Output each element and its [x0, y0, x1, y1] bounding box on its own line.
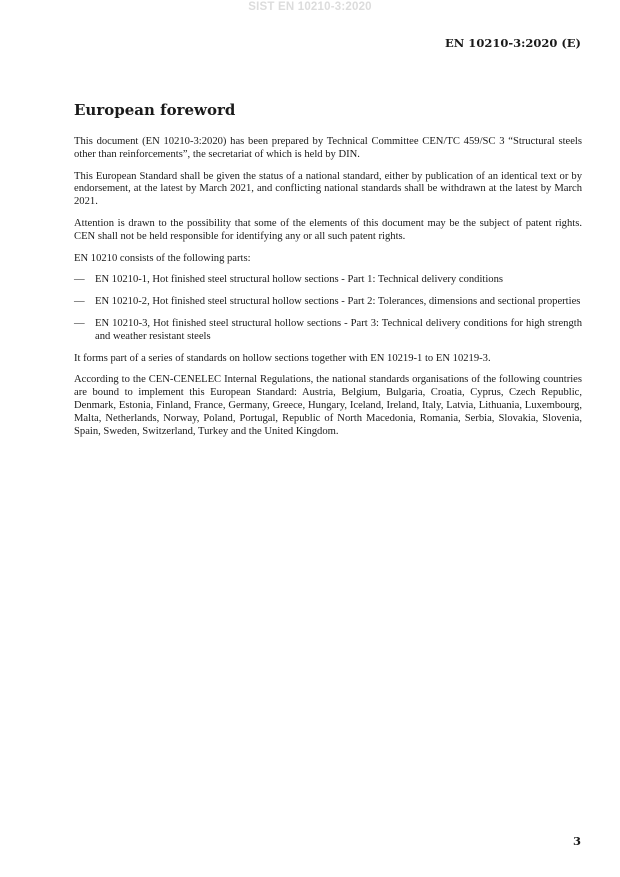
list-dash: —	[74, 274, 85, 286]
list-dash: —	[74, 296, 85, 308]
watermark: SIST EN 10210-3:2020	[248, 1, 372, 13]
list-item-text: EN 10210-3, Hot finished steel structural hollow sections - Part 3: Technical delivery conditions for high strength and weather resistant steels	[95, 317, 582, 342]
list-dash: —	[74, 317, 85, 329]
paragraph-status: This European Standard shall be given the status of a national standard, either by publication of an identical text or by endorsement, at the latest by March 2021, and conflicting national standards shall be withdrawn at the latest by March 2021.	[74, 170, 582, 208]
list-item-part-1	[74, 274, 582, 287]
paragraph-parts-intro: EN 10210 consists of the following parts:	[74, 252, 251, 264]
section-title: European foreword	[74, 101, 236, 119]
foreword-section	[74, 100, 582, 447]
list-item-part-2	[74, 296, 582, 309]
paragraph-series: It forms part of a series of standards on hollow sections together with EN 10219-1 to EN 10219-3.	[74, 352, 491, 364]
document-id: EN 10210-3:2020 (E)	[445, 36, 581, 50]
paragraph-preparation: This document (EN 10210-3:2020) has been prepared by Technical Committee CEN/TC 459/SC 3 “Structural steels other than reinforcements”, the secretariat of which is held by DIN.	[74, 136, 582, 160]
list-item-text: EN 10210-1, Hot finished steel structural hollow sections - Part 1: Technical delivery conditions	[95, 274, 504, 286]
page-number: 3	[572, 834, 581, 848]
paragraph-patent: Attention is drawn to the possibility that some of the elements of this document may be the subject of patent rights. CEN shall not be held responsible for identifying any or all such patent rights.	[74, 217, 582, 242]
list-item-part-3	[74, 318, 582, 344]
list-item-text: EN 10210-2, Hot finished steel structural hollow sections - Part 2: Tolerances, dimensions and sectional properties	[95, 296, 581, 308]
paragraph-countries: According to the CEN-CENELEC Internal Regulations, the national standards organisations of the following countries are bound to implement this European Standard: Austria, Belgium, Bulgaria, Croatia, Cyprus, Czech Republic, Denmark, Estonia, Finland, France, Germany, Greece, Hungary, Iceland, Ireland, Italy, Latvia, Lithuania, Luxembourg, Malta, Netherlands, Norway, Poland, Portugal, Republic of North Macedonia, Romania, Serbia, Slovakia, Slovenia, Spain, Sweden, Switzerland, Turkey and the United Kingdom.	[74, 374, 582, 437]
